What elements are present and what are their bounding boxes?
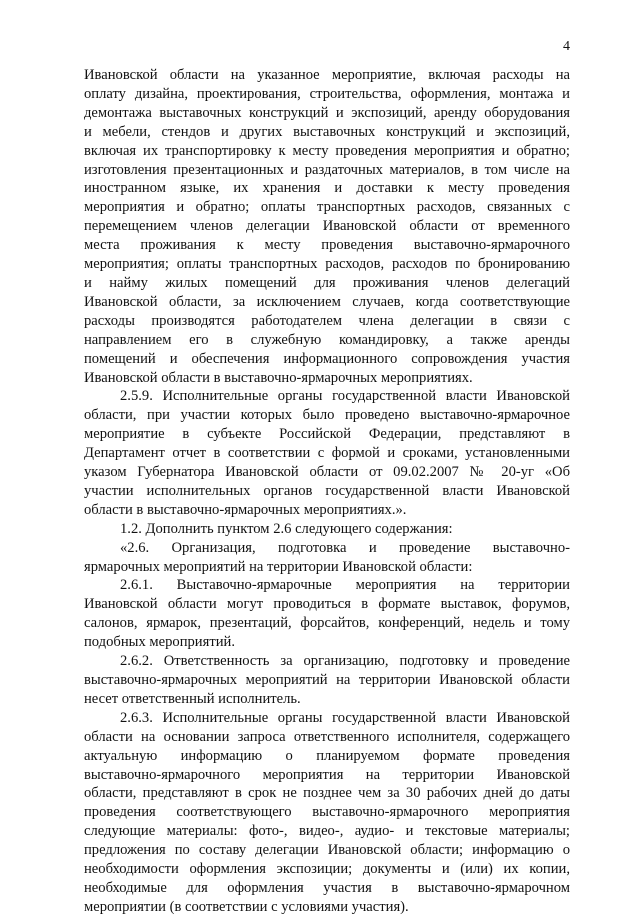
text-line: и мебели, стендов и других выставочных конструкций и экспозиций, (84, 123, 570, 140)
paragraph (84, 66, 570, 387)
paragraph (84, 520, 570, 539)
text-line: области, представляют в срок не позднее чем за 30 рабочих дней до даты (84, 785, 570, 802)
paragraph (84, 576, 570, 652)
text-line: указом Губернатора Ивановской области от 09.02.2007 № 20-уг «Об (84, 464, 570, 481)
text-line: выставочно-ярмарочных мероприятий на территории Ивановской области (84, 672, 570, 688)
text-line: выставочно-ярмарочного мероприятия на территории Ивановской (84, 766, 570, 783)
text-line: направлением его в служебную командировку, а также аренды (84, 331, 570, 348)
text-line: демонтажа выставочных конструкций и экспозиций, аренду оборудования (84, 104, 570, 121)
paragraph (84, 387, 570, 519)
paragraph (84, 709, 570, 917)
text-line: подобных мероприятий. (84, 634, 235, 651)
text-line: актуальную информацию о планируемом формате проведения (84, 747, 570, 764)
text-line: ярмарочных мероприятий на территории Ивановской области: (84, 558, 473, 575)
text-line: области на основании запроса ответственного исполнителя, содержащего (84, 728, 570, 745)
text-line: перемещением членов делегации Ивановской области от временного (84, 218, 570, 235)
text-line: мероприятия; оплаты транспортных расходов, расходов по бронированию (84, 256, 570, 273)
text-line: помещений и обеспечения информационного сопровождения участия (84, 350, 570, 367)
text-line: несет ответственный исполнитель. (84, 690, 301, 707)
text-line: расходы производятся работодателем члена делегации в связи с (84, 312, 570, 329)
text-line: участии исполнительных органов государственной власти Ивановской (84, 482, 570, 499)
text-line: Ивановской области могут проводиться в формате выставок, форумов, (84, 596, 570, 613)
text-line: Департамент отчет в соответствии с формой и сроками, установленными (84, 445, 570, 462)
text-line: «2.6. Организация, подготовка и проведение выставочно- (120, 539, 570, 556)
text-line: мероприятии (в соответствии с условиями участия). (84, 898, 409, 915)
text-line: иностранном языке, их хранения и доставки к месту проведения (84, 180, 570, 197)
text-line: следующие материалы: фото-, видео-, аудио- и текстовые материалы; (84, 823, 570, 840)
paragraph (84, 539, 570, 577)
paragraph (84, 652, 570, 709)
text-line: 2.5.9. Исполнительные органы государственной власти Ивановской (120, 388, 570, 405)
document-body (84, 66, 570, 917)
text-line: предложения по составу делегации Ивановской области; информацию о (84, 842, 570, 859)
text-line: оплату дизайна, проектирования, строительства, оформления, монтажа и (84, 85, 570, 102)
text-line: 1.2. Дополнить пунктом 2.6 следующего содержания: (120, 520, 453, 537)
text-line: 2.6.2. Ответственность за организацию, подготовку и проведение (120, 653, 570, 670)
text-line: области в выставочно-ярмарочных мероприятиях.». (84, 501, 407, 518)
text-line: салонов, ярмарок, презентаций, форсайтов, конференций, недель и тому (84, 615, 570, 632)
text-line: 2.6.1. Выставочно-ярмарочные мероприятия на территории (120, 577, 570, 594)
text-line: необходимости оформления экспозиции; документы и (или) их копии, (84, 861, 570, 878)
text-line: 2.6.3. Исполнительные органы государственной власти Ивановской (120, 709, 570, 726)
text-line: мероприятие в субъекте Российской Федерации, представляют в (84, 426, 570, 443)
text-line: места проживания к месту проведения выставочно-ярмарочного (84, 237, 570, 254)
text-line: Ивановской области, за исключением случаев, когда соответствующие (84, 293, 570, 310)
text-line: мероприятия и обратно; оплаты транспортных расходов, связанных с (84, 199, 570, 216)
text-line: включая их транспортировку к месту проведения мероприятия и обратно; (84, 142, 570, 159)
text-line: необходимые для оформления участия в выставочно-ярмарочном (84, 879, 570, 896)
text-line: проведения соответствующего выставочно-ярмарочного мероприятия (84, 804, 570, 821)
page-number: 4 (563, 39, 570, 54)
text-line: изготовления презентационных и раздаточных материалов, в том числе на (84, 161, 570, 178)
text-line: области, при участии которых было проведено выставочно-ярмарочное (84, 407, 570, 424)
text-line: и найму жилых помещений для проживания членов делегаций (84, 274, 570, 291)
text-line: Ивановской области в выставочно-ярмарочных мероприятиях. (84, 369, 473, 386)
text-line: Ивановской области на указанное мероприятие, включая расходы на (84, 67, 570, 83)
